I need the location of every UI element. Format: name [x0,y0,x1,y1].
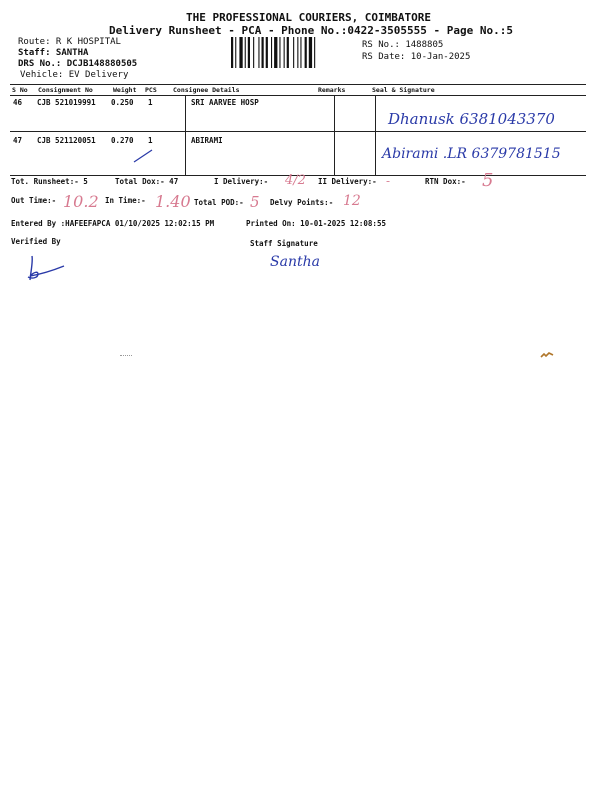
row-handwritten-signature: Abirami .LR 6379781515 [382,146,561,162]
out-time-handwritten: 10.2 [63,192,99,211]
barcode-image [230,37,354,68]
total-dox: Total Dox:- 47 [115,177,179,186]
row-sno: 46 [13,98,23,107]
row-handwritten-signature: Dhanusk 6381043370 [388,110,555,128]
ii-delivery-label: II Delivery:- [318,177,377,186]
staff-handwritten-signature: Santha [270,254,320,270]
ink-smudge-mark [540,351,554,359]
staff-text: Staff: SANTHA [18,48,89,58]
row-weight: 0.250 [111,98,134,107]
tick-mark-icon [132,148,154,164]
col-header-pcs: PCS [145,86,157,94]
total-pod-handwritten: 5 [250,193,260,211]
route-text: Route: R K HOSPITAL [18,37,121,47]
row-consignment: CJB 521019991 [37,98,96,107]
ii-delivery-handwritten: - [386,174,391,188]
total-runsheet: Tot. Runsheet:- 5 [11,177,88,186]
scan-speck [120,355,132,358]
row-pcs: 1 [148,136,153,145]
delvy-points-label: Delvy Points:- [270,198,334,207]
row-consignment: CJB 521120051 [37,136,96,145]
out-time-label: Out Time:- [11,196,57,205]
col-header-weight: Weight [113,86,137,94]
col-header-consignee: Consignee Details [173,86,240,94]
table-top-line [10,84,586,85]
company-title: THE PROFESSIONAL COURIERS, COIMBATORE [186,11,432,24]
row-consignee: SRI AARVEE HOSP [191,98,259,107]
table-header-line [10,95,586,96]
col-header-seal-signature: Seal & Signature [372,86,435,94]
table-col-divider [334,95,335,175]
drs-number: DRS No.: DCJB148880505 [18,59,138,69]
printed-on: Printed On: 10-01-2025 12:08:55 [246,219,386,228]
col-header-consignment: Consignment No [38,86,93,94]
col-header-remarks: Remarks [318,86,346,94]
rtn-dox-handwritten: 5 [482,170,494,191]
rs-date: RS Date: 10-Jan-2025 [362,52,471,62]
in-time-label: In Time:- [105,196,146,205]
table-col-divider [185,95,186,175]
delvy-points-handwritten: 12 [343,193,361,209]
table-col-divider [375,95,376,175]
row-sno: 47 [13,136,23,145]
table-row-divider [10,131,586,132]
total-pod-label: Total POD:- [194,198,244,207]
i-delivery-label: I Delivery:- [214,177,269,186]
i-delivery-handwritten: 4/2 [285,173,306,188]
in-time-handwritten: 1.40 [155,192,191,211]
verified-by-label: Verified By [11,237,61,246]
col-header-sno: S No [12,86,28,94]
verifier-signature-mark [24,254,68,284]
row-pcs: 1 [148,98,153,107]
rs-number: RS No.: 1488805 [362,40,444,50]
entered-by: Entered By :HAFEEFAPCA 01/10/2025 12:02:15 PM [11,219,215,228]
vehicle-text: Vehicle: EV Delivery [20,70,129,80]
row-consignee: ABIRAMI [191,136,223,145]
runsheet-subtitle: Delivery Runsheet - PCA - Phone No.:0422-3505555 - Page No.:5 [109,24,513,37]
row-weight: 0.270 [111,136,134,145]
rtn-dox-label: RTN Dox:- [425,177,466,186]
staff-signature-label: Staff Signature [250,239,318,248]
